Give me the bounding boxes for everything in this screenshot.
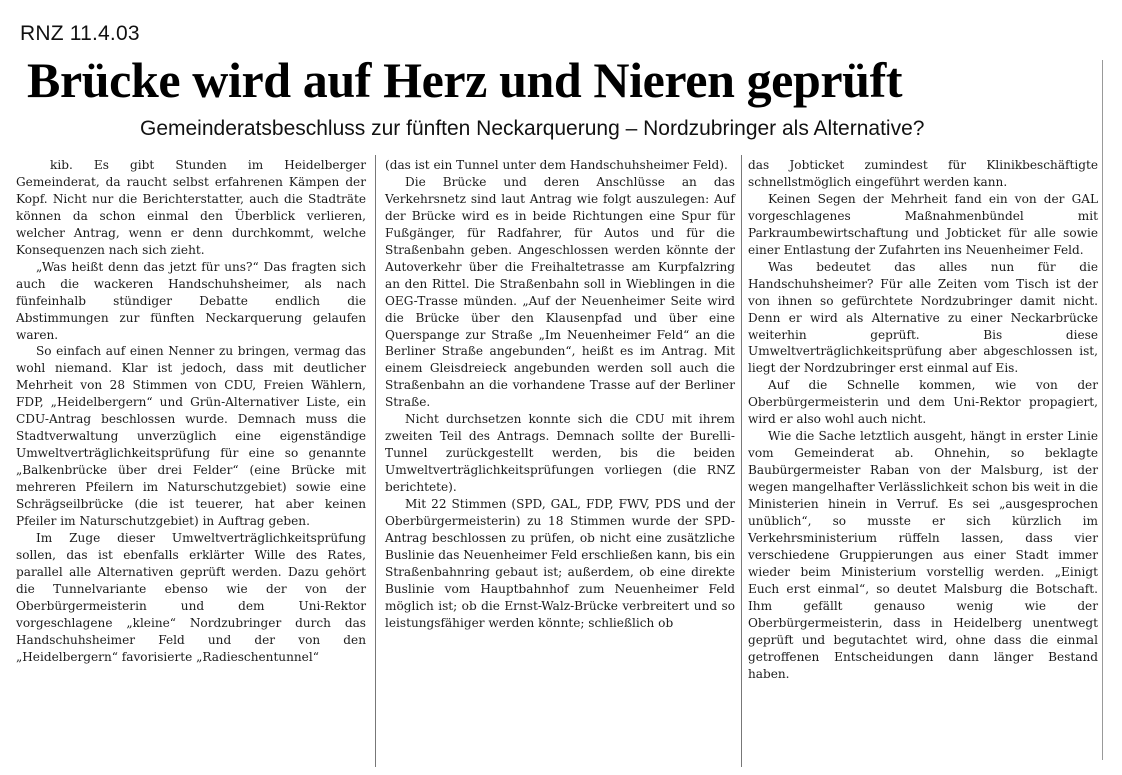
paragraph: das Jobticket zumindest für Klinikbeschäftigte schnellstmöglich eingeführt werden kann. [748, 158, 1098, 189]
paragraph: Was bedeutet das alles nun für die Handschuhsheimer? Für alle Zeiten vom Tisch ist der von ihnen so gefürchtete Nordzubringer damit nicht. Denn er wird als Alternative zu einer Neckarbrücke weiterhin geprüft. Bis diese Umweltverträglichkeitsprüfung aber abgeschlossen ist, liegt der Nordzubringer erst einmal auf Eis. [748, 259, 1098, 376]
paragraph: Keinen Segen der Mehrheit fand ein von der GAL vorgeschlagenes Maßnahmenbündel mit Parkraumbewirtschaftung und Jobticket für alle sowie einer Entlastung der Zufahrten ins Neuenheimer Feld. [748, 191, 1098, 257]
column-divider [741, 155, 742, 767]
page-edge [1102, 60, 1103, 760]
paragraph: Mit 22 Stimmen (SPD, GAL, FDP, FWV, PDS und der Oberbürgermeisterin) zu 18 Stimmen wurde der SPD-Antrag beschlossen zu prüfen, ob nicht eine zusätzliche Buslinie das Neuenheimer Feld erschließen kann, bis ein Straßenbahnring gebaut ist; außerdem, ob eine direkte Buslinie vom Hauptbahnhof zum Neuenheimer Feld möglich ist; ob die Ernst-Walz-Brücke verbreitert und so leistungsfähiger werden könnte; schließlich ob [385, 497, 735, 630]
paragraph: (das ist ein Tunnel unter dem Handschuhsheimer Feld). [385, 158, 728, 172]
article-column-2 [385, 157, 735, 769]
source-label: RNZ 11.4.03 [20, 22, 140, 45]
paragraph: Die Brücke und deren Anschlüsse an das Verkehrsnetz sind laut Antrag wie folgt auszulegen: Auf der Brücke wird es in beide Richtungen eine Spur für Fußgänger, für Radfahrer, für Autos und für die Straßenbahn geben. Angeschlossen werden könnte der Autoverkehr über die Freihaltetrasse am Kurpfalzring an den Rittel. Die Straßenbahn soll in Wieblingen in die OEG-Trasse münden. „Auf der Neuenheimer Seite wird die Brücke über den Klausenpfad und über eine Querspange zur Straße „Im Neuenheimer Feld“ an die Berliner Straße angebunden“, heißt es im Antrag. Mit einem Gleisdreieck angebunden werden soll auch die Straßenbahn an die vorhandene Trasse auf der Berliner Straße. [385, 174, 735, 410]
paragraph: „Was heißt denn das jetzt für uns?“ Das fragten sich auch die wackeren Handschuhsheimer, als nach fünfeinhalb stündiger Debatte endlich die Abstimmungen zur fünften Neckarquerung gelaufen waren. [16, 259, 366, 342]
article-column-3 [748, 157, 1098, 769]
subheadline: Gemeinderatsbeschluss zur fünften Neckarquerung – Nordzubringer als Alternative? [140, 117, 925, 140]
paragraph: Wie die Sache letztlich ausgeht, hängt in erster Linie vom Gemeinderat ab. Ohnehin, so beklagte Baubürgermeister Raban von der Malsburg, ist der wegen mangelhafter Verlässlichkeit schon bis weit in die Ministerien hinein in Verruf. Es sei „ausgesprochen unüblich“, so musste er sich kürzlich im Verkehrsministerium rüffeln lassen, dass vier verschiedene Gruppierungen aus einer Stadt immer wieder beim Ministerium vorstellig werden. „Einigt Euch erst einmal“, so deutet Malsburg die Botschaft. Ihm gefällt genauso wenig wie der Oberbürgermeisterin, dass in Heidelberg unentwegt geprüft und begutachtet wird, ohne dass die einmal getroffenen Entscheidungen dann länger Bestand haben. [748, 429, 1098, 681]
paragraph: kib. Es gibt Stunden im Heidelberger Gemeinderat, da raucht selbst erfahrenen Kämpen der Kopf. Nicht nur die Berichterstatter, auch die Stadträte können da schon einmal den Überblick verlieren, welcher Antrag, wenn er denn durchkommt, welche Konsequenzen nach sich zieht. [16, 158, 366, 257]
article-column-1 [16, 157, 366, 769]
paragraph: Im Zuge dieser Umweltverträglichkeitsprüfung sollen, das ist ebenfalls erklärter Wille des Rates, parallel alle Alternativen geprüft werden. Dazu gehört die Tunnelvariante ebenso wie der von der Oberbürgermeisterin und dem Uni-Rektor vorgeschlagene „kleine“ Nordzubringer durch das Handschuhsheimer Feld und der von den „Heidelbergern“ favorisierte „Radieschentunnel“ [16, 530, 366, 664]
headline: Brücke wird auf Herz und Nieren geprüft [27, 52, 903, 108]
paragraph: Auf die Schnelle kommen, wie von der Oberbürgermeisterin und dem Uni-Rektor propagiert, wird er also wohl auch nicht. [748, 378, 1098, 427]
column-divider [375, 155, 376, 767]
paragraph: So einfach auf einen Nenner zu bringen, vermag das wohl niemand. Klar ist jedoch, dass mit deutlicher Mehrheit von 28 Stimmen von CDU, Freien Wählern, FDP, „Heidelbergern“ und Grün-Alternativer Liste, ein CDU-Antrag beschlossen wurde. Demnach muss die Stadtverwaltung unverzüglich eine eigenständige Umweltverträglichkeitsprüfung für eine so genannte „Balkenbrücke über drei Felder“ (eine Brücke mit mehreren Pfeilern im Naturschutzgebiet) sowie eine Schrägseilbrücke (die ist teuerer, hat aber keinen Pfeiler im Naturschutzgebiet) in Auftrag geben. [16, 344, 366, 529]
paragraph: Nicht durchsetzen konnte sich die CDU mit ihrem zweiten Teil des Antrags. Demnach sollte der Burelli-Tunnel zurückgestellt werden, bis die beiden Umweltverträglichkeitsprüfungen vorliegen (die RNZ berichtete). [385, 412, 735, 495]
